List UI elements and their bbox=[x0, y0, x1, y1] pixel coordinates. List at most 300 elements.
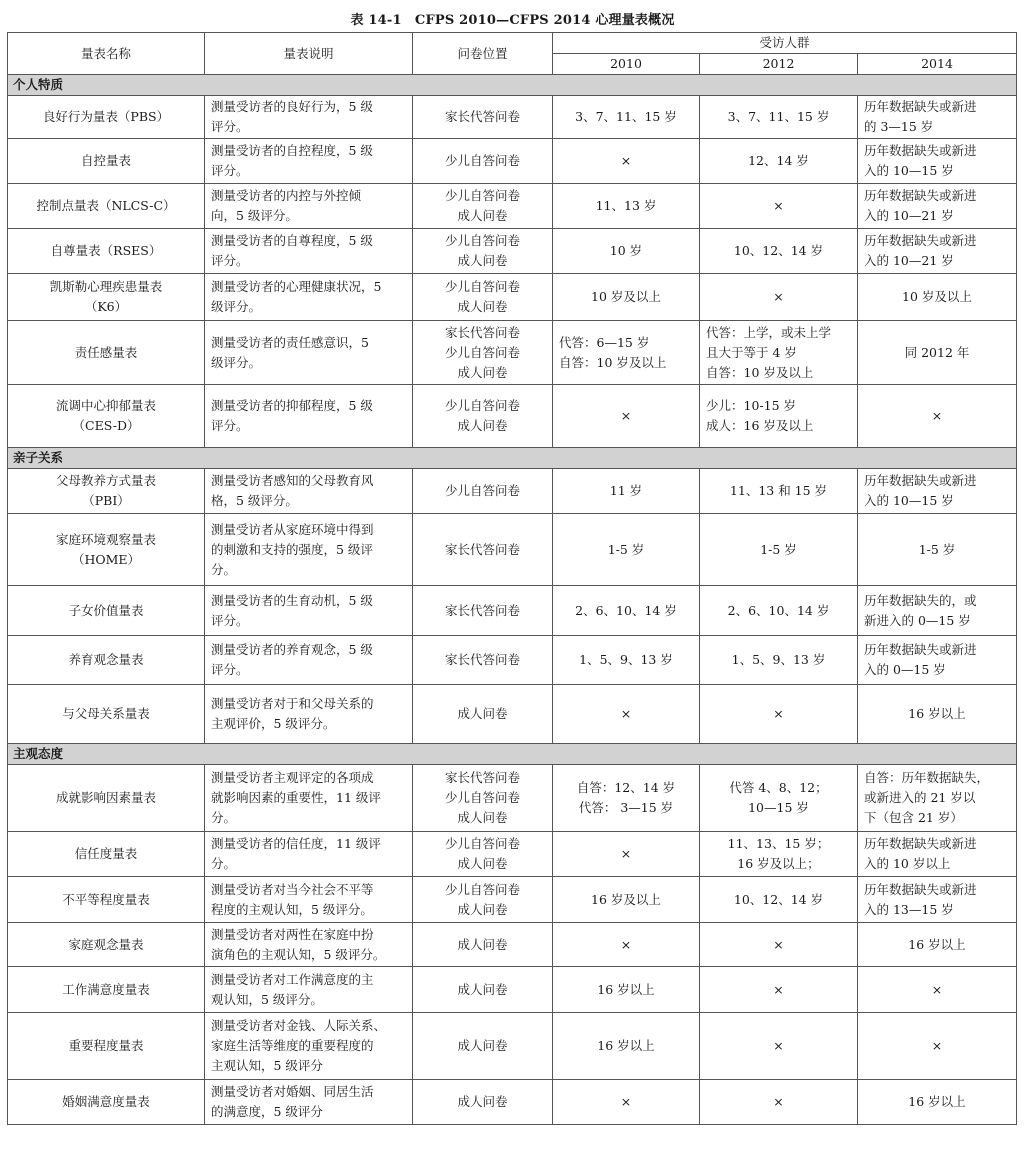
year-2010-cell-line: 代答：6—15 岁 bbox=[559, 334, 650, 350]
scale-description-cell-line: 分。 bbox=[211, 810, 237, 825]
questionnaire-position-cell-line: 成人问卷 bbox=[457, 208, 508, 223]
scale-name-cell-line: 婚姻满意度量表 bbox=[62, 1094, 150, 1109]
scale-description-cell bbox=[205, 514, 413, 586]
table-row bbox=[8, 832, 1017, 877]
table-row bbox=[8, 321, 1017, 385]
scale-name-cell-line: （PBI） bbox=[82, 493, 130, 508]
scale-name-cell bbox=[8, 765, 205, 832]
questionnaire-position-cell-line: 成人问卷 bbox=[457, 418, 508, 433]
year-2014-cell-line: 历年数据缺失或新进 bbox=[864, 642, 977, 657]
scale-description-cell-line: 评分。 bbox=[211, 662, 249, 677]
scale-description-cell-line: 评分。 bbox=[211, 119, 249, 134]
scale-description-cell bbox=[205, 832, 413, 877]
scale-description-cell-line: 主观认知，5 级评分 bbox=[211, 1058, 323, 1073]
year-2012-cell-line: × bbox=[773, 706, 784, 721]
table-row bbox=[8, 184, 1017, 229]
year-2012-cell bbox=[700, 765, 858, 832]
year-2014-cell bbox=[858, 877, 1017, 923]
year-2014-cell bbox=[858, 586, 1017, 636]
questionnaire-position-cell-line: 家长代答问卷 bbox=[444, 602, 520, 618]
year-2012-cell-line: × bbox=[773, 1094, 784, 1109]
questionnaire-position-cell-line: 家长代答问卷 bbox=[444, 652, 520, 667]
year-2010-cell bbox=[553, 139, 700, 184]
year-2012-cell-line: 代答：上学，或未上学 bbox=[706, 324, 832, 340]
year-2010-cell bbox=[553, 636, 700, 685]
year-2012-cell-line: 代答 4、8、12； bbox=[729, 780, 828, 795]
scale-description-cell-line: 分。 bbox=[211, 561, 237, 577]
questionnaire-position-cell-line: 成人问卷 bbox=[457, 981, 508, 997]
scale-description-cell-line: 评分。 bbox=[211, 163, 249, 178]
year-2010-cell-line: 11、13 岁 bbox=[595, 198, 657, 213]
year-2010-cell bbox=[553, 1080, 700, 1125]
scale-description-cell-line: 的刺激和支持的强度，5 级评 bbox=[211, 541, 373, 557]
questionnaire-position-cell bbox=[413, 469, 553, 514]
year-2014-cell-line: 或新进入的 21 岁以 bbox=[864, 790, 976, 805]
year-2012-cell-line: 10—15 岁 bbox=[748, 800, 809, 815]
year-2014-cell bbox=[858, 385, 1017, 448]
year-2010-cell-line: 自答：12、14 岁 bbox=[576, 780, 676, 795]
questionnaire-position-cell-line: 成人问卷 bbox=[457, 299, 508, 314]
year-2012-cell bbox=[700, 877, 858, 923]
questionnaire-position-cell bbox=[413, 685, 553, 744]
scale-description-cell-line: 测量受访者对当今社会不平等 bbox=[211, 881, 374, 897]
year-2012-cell-line: 3、7、11、15 岁 bbox=[727, 109, 830, 124]
scale-description-cell-line: 级评分。 bbox=[211, 354, 262, 370]
scale-name-cell bbox=[8, 184, 205, 229]
scale-name-cell bbox=[8, 877, 205, 923]
scale-description-cell-line: 分。 bbox=[211, 856, 237, 871]
questionnaire-position-cell-line: 成人问卷 bbox=[457, 1094, 508, 1109]
scale-name-cell-line: 养育观念量表 bbox=[68, 652, 144, 667]
scale-description-cell-line: 测量受访者从家庭环境中得到 bbox=[211, 521, 374, 537]
year-2012-cell-line: 2、6、10、14 岁 bbox=[727, 602, 830, 618]
year-2014-cell-line: 入的 10—21 岁 bbox=[864, 208, 954, 223]
year-2014-cell-line: 历年数据缺失或新进 bbox=[864, 233, 977, 248]
year-2010-cell-line: × bbox=[620, 846, 632, 861]
year-2012-cell bbox=[700, 967, 858, 1013]
scale-name-cell bbox=[8, 586, 205, 636]
scale-description-cell bbox=[205, 586, 413, 636]
scale-description-cell bbox=[205, 923, 413, 967]
questionnaire-position-cell-line: 少儿自答问卷 bbox=[444, 279, 520, 294]
scale-name-cell bbox=[8, 514, 205, 586]
year-2014-cell bbox=[858, 469, 1017, 514]
year-2014-cell-line: 自答：历年数据缺失， bbox=[864, 770, 990, 785]
questionnaire-position-cell bbox=[413, 1080, 553, 1125]
table-row bbox=[8, 274, 1017, 321]
table-row bbox=[8, 636, 1017, 685]
scale-name-cell-line: （CES-D） bbox=[72, 418, 140, 433]
questionnaire-position-cell-line: 少儿自答问卷 bbox=[444, 233, 520, 248]
year-2012-cell bbox=[700, 1013, 858, 1080]
questionnaire-position-cell bbox=[413, 321, 553, 385]
year-2012-cell-line: 16 岁及以上； bbox=[737, 856, 820, 871]
year-2014-cell-line: × bbox=[931, 408, 943, 423]
table-row bbox=[8, 1080, 1017, 1125]
year-2014-cell-line: 入的 13—15 岁 bbox=[864, 901, 954, 917]
questionnaire-position-cell bbox=[413, 96, 553, 139]
table-row bbox=[8, 96, 1017, 139]
year-2010-cell-line: 16 岁以上 bbox=[597, 1038, 655, 1053]
header-position: 问卷位置 bbox=[413, 33, 553, 75]
year-2012-cell bbox=[700, 636, 858, 685]
year-2014-cell-line: 10 岁及以上 bbox=[902, 289, 972, 304]
table-row bbox=[8, 469, 1017, 514]
questionnaire-position-cell-line: 少儿自答问卷 bbox=[444, 188, 520, 203]
header-year-2012: 2012 bbox=[700, 54, 858, 75]
year-2010-cell bbox=[553, 765, 700, 832]
year-2012-cell-line: 10、12、14 岁 bbox=[733, 243, 824, 258]
scale-description-cell-line: 测量受访者的心理健康状况，5 bbox=[211, 279, 382, 294]
scale-description-cell bbox=[205, 967, 413, 1013]
scale-description-cell-line: 测量受访者的自控程度，5 级 bbox=[211, 143, 373, 158]
questionnaire-position-cell-line: 少儿自答问卷 bbox=[444, 398, 520, 413]
scale-description-cell bbox=[205, 321, 413, 385]
table-row bbox=[8, 923, 1017, 967]
scale-name-cell bbox=[8, 321, 205, 385]
year-2012-cell bbox=[700, 923, 858, 967]
scale-name-cell bbox=[8, 636, 205, 685]
scale-description-cell bbox=[205, 636, 413, 685]
scale-description-cell-line: 测量受访者对两性在家庭中扮 bbox=[211, 926, 374, 942]
scale-description-cell-line: 评分。 bbox=[211, 418, 249, 433]
questionnaire-position-cell bbox=[413, 923, 553, 967]
scale-name-cell-line: 自控量表 bbox=[80, 153, 131, 168]
year-2012-cell-line: 自答：10 岁及以上 bbox=[706, 364, 814, 380]
year-2010-cell bbox=[553, 274, 700, 321]
year-2010-cell bbox=[553, 586, 700, 636]
scale-description-cell bbox=[205, 274, 413, 321]
scale-description-cell-line: 测量受访者对于和父母关系的 bbox=[211, 696, 374, 711]
year-2010-cell-line: 代答： 3—15 岁 bbox=[578, 800, 674, 815]
questionnaire-position-cell-line: 家长代答问卷 bbox=[444, 109, 520, 124]
year-2010-cell-line: 3、7、11、15 岁 bbox=[575, 109, 677, 124]
questionnaire-position-cell-line: 少儿自答问卷 bbox=[444, 344, 520, 360]
year-2012-cell-line: × bbox=[773, 198, 784, 213]
year-2014-cell-line: × bbox=[931, 1038, 943, 1053]
year-2010-cell-line: × bbox=[620, 1094, 632, 1109]
questionnaire-position-cell-line: 成人问卷 bbox=[457, 856, 508, 871]
year-2014-cell bbox=[858, 274, 1017, 321]
scale-description-cell-line: 测量受访者感知的父母教育风 bbox=[211, 473, 374, 488]
year-2014-cell-line: 历年数据缺失或新进 bbox=[864, 473, 977, 488]
section-label: 个人特质 bbox=[8, 75, 1017, 96]
scale-description-cell bbox=[205, 96, 413, 139]
header-name: 量表名称 bbox=[8, 33, 205, 75]
year-2014-cell-line: 历年数据缺失或新进 bbox=[864, 188, 977, 203]
year-2014-cell bbox=[858, 923, 1017, 967]
year-2012-cell-line: 11、13、15 岁； bbox=[727, 836, 830, 851]
questionnaire-position-cell-line: 少儿自答问卷 bbox=[444, 881, 520, 897]
questionnaire-position-cell bbox=[413, 877, 553, 923]
year-2014-cell bbox=[858, 229, 1017, 274]
scale-name-cell-line: 自尊量表（RSES） bbox=[50, 243, 162, 258]
questionnaire-position-cell-line: 少儿自答问卷 bbox=[444, 836, 520, 851]
scale-description-cell-line: 测量受访者的信任度，11 级评 bbox=[211, 836, 381, 851]
questionnaire-position-cell-line: 成人问卷 bbox=[457, 706, 508, 721]
year-2014-cell-line: 入的 10—15 岁 bbox=[864, 163, 954, 178]
scale-description-cell-line: 主观评价，5 级评分。 bbox=[211, 716, 336, 731]
year-2012-cell bbox=[700, 274, 858, 321]
year-2012-cell-line: 1、5、9、13 岁 bbox=[731, 652, 826, 667]
scale-description-cell bbox=[205, 877, 413, 923]
scale-description-cell-line: 级评分。 bbox=[211, 299, 262, 314]
questionnaire-position-cell-line: 家长代答问卷 bbox=[444, 324, 520, 340]
year-2012-cell bbox=[700, 514, 858, 586]
year-2010-cell-line: 1-5 岁 bbox=[607, 541, 645, 557]
scale-description-cell-line: 测量受访者的良好行为，5 级 bbox=[211, 99, 373, 114]
scale-name-cell-line: 控制点量表（NLCS-C） bbox=[36, 198, 176, 213]
year-2012-cell-line: 1-5 岁 bbox=[760, 541, 797, 557]
year-2010-cell bbox=[553, 514, 700, 586]
table-header bbox=[8, 33, 1017, 75]
table-title: 表 14-1 CFPS 2010—CFPS 2014 心理量表概况 bbox=[350, 13, 675, 28]
year-2010-cell bbox=[553, 469, 700, 514]
scale-name-cell bbox=[8, 274, 205, 321]
scale-description-cell-line: 的满意度，5 级评分 bbox=[211, 1104, 323, 1119]
questionnaire-position-cell bbox=[413, 967, 553, 1013]
year-2014-cell-line: 16 岁以上 bbox=[908, 706, 966, 721]
scale-description-cell-line: 评分。 bbox=[211, 253, 249, 268]
scale-name-cell bbox=[8, 832, 205, 877]
year-2014-cell bbox=[858, 832, 1017, 877]
year-2010-cell bbox=[553, 832, 700, 877]
scale-description-cell-line: 测量受访者对金钱、人际关系、 bbox=[211, 1018, 387, 1033]
year-2014-cell bbox=[858, 967, 1017, 1013]
scale-name-cell bbox=[8, 96, 205, 139]
questionnaire-position-cell bbox=[413, 229, 553, 274]
table-body bbox=[8, 75, 1017, 1125]
scale-name-cell bbox=[8, 385, 205, 448]
questionnaire-position-cell-line: 少儿自答问卷 bbox=[444, 153, 520, 168]
year-2012-cell bbox=[700, 96, 858, 139]
scale-description-cell-line: 演角色的主观认知，5 级评分。 bbox=[211, 946, 386, 962]
scale-description-cell-line: 测量受访者的生育动机，5 级 bbox=[211, 592, 373, 608]
section-label: 主观态度 bbox=[8, 744, 1017, 765]
scale-name-cell-line: 成就影响因素量表 bbox=[55, 790, 156, 805]
year-2010-cell-line: 1、5、9、13 岁 bbox=[579, 652, 673, 667]
scale-name-cell-line: 家庭观念量表 bbox=[68, 936, 144, 952]
year-2012-cell-line: × bbox=[773, 981, 784, 997]
year-2010-cell-line: 11 岁 bbox=[609, 483, 643, 498]
scale-description-cell bbox=[205, 139, 413, 184]
questionnaire-position-cell bbox=[413, 765, 553, 832]
questionnaire-position-cell bbox=[413, 514, 553, 586]
year-2014-cell-line: 历年数据缺失或新进 bbox=[864, 881, 977, 897]
section-header-row bbox=[8, 744, 1017, 765]
questionnaire-position-cell bbox=[413, 832, 553, 877]
year-2014-cell bbox=[858, 96, 1017, 139]
scale-description-cell-line: 测量受访者的内控与外控倾 bbox=[211, 188, 362, 203]
scale-description-cell bbox=[205, 469, 413, 514]
scale-description-cell-line: 评分。 bbox=[211, 612, 249, 628]
year-2014-cell-line: 历年数据缺失或新进 bbox=[864, 143, 977, 158]
scale-name-cell-line: 与父母关系量表 bbox=[62, 706, 150, 721]
year-2012-cell-line: 12、14 岁 bbox=[748, 153, 809, 168]
year-2014-cell-line: 新进入的 0—15 岁 bbox=[864, 612, 971, 628]
scale-name-cell-line: 良好行为量表（PBS） bbox=[42, 109, 170, 124]
year-2012-cell bbox=[700, 832, 858, 877]
scale-description-cell bbox=[205, 685, 413, 744]
year-2012-cell bbox=[700, 469, 858, 514]
scale-description-cell bbox=[205, 1013, 413, 1080]
table-row bbox=[8, 514, 1017, 586]
scale-name-cell-line: 不平等程度量表 bbox=[62, 891, 150, 907]
table-row bbox=[8, 229, 1017, 274]
scale-description-cell-line: 测量受访者主观评定的各项成 bbox=[211, 770, 374, 785]
year-2012-cell-line: 成人：16 岁及以上 bbox=[706, 418, 814, 433]
year-2010-cell bbox=[553, 321, 700, 385]
year-2014-cell-line: 1-5 岁 bbox=[918, 541, 956, 557]
year-2010-cell bbox=[553, 385, 700, 448]
year-2010-cell bbox=[553, 184, 700, 229]
scale-description-cell-line: 测量受访者的自尊程度，5 级 bbox=[211, 233, 373, 248]
year-2012-cell-line: 少儿：10-15 岁 bbox=[706, 398, 797, 413]
year-2014-cell bbox=[858, 1013, 1017, 1080]
header-description: 量表说明 bbox=[205, 33, 413, 75]
scale-description-cell bbox=[205, 765, 413, 832]
scale-description-cell-line: 测量受访者的养育观念，5 级 bbox=[211, 642, 373, 657]
year-2014-cell bbox=[858, 636, 1017, 685]
year-2014-cell-line: 历年数据缺失或新进 bbox=[864, 99, 977, 114]
year-2012-cell-line: 10、12、14 岁 bbox=[733, 891, 824, 907]
year-2014-cell bbox=[858, 1080, 1017, 1125]
year-2010-cell-line: × bbox=[620, 936, 632, 952]
scale-description-cell-line: 向，5 级评分。 bbox=[211, 208, 298, 223]
scale-name-cell bbox=[8, 229, 205, 274]
scale-name-cell-line: 重要程度量表 bbox=[68, 1038, 144, 1053]
questionnaire-position-cell-line: 少儿自答问卷 bbox=[444, 790, 520, 805]
year-2014-cell bbox=[858, 765, 1017, 832]
questionnaire-position-cell bbox=[413, 1013, 553, 1080]
table-row bbox=[8, 967, 1017, 1013]
questionnaire-position-cell bbox=[413, 184, 553, 229]
scale-description-cell-line: 程度的主观认知，5 级评分。 bbox=[211, 901, 373, 917]
scale-overview-table bbox=[7, 32, 1017, 1125]
questionnaire-position-cell-line: 成人问卷 bbox=[457, 253, 508, 268]
questionnaire-position-cell bbox=[413, 385, 553, 448]
table-row bbox=[8, 1013, 1017, 1080]
year-2014-cell-line: 入的 10—15 岁 bbox=[864, 493, 954, 508]
year-2014-cell bbox=[858, 184, 1017, 229]
scale-description-cell bbox=[205, 1080, 413, 1125]
year-2010-cell bbox=[553, 1013, 700, 1080]
year-2014-cell-line: 历年数据缺失或新进 bbox=[864, 836, 977, 851]
questionnaire-position-cell-line: 家长代答问卷 bbox=[444, 541, 520, 557]
year-2014-cell-line: 入的 10 岁以上 bbox=[864, 856, 951, 871]
scale-name-cell bbox=[8, 1013, 205, 1080]
section-header-row bbox=[8, 75, 1017, 96]
scale-description-cell-line: 就影响因素的重要性，11 级评 bbox=[211, 790, 381, 805]
scale-name-cell bbox=[8, 967, 205, 1013]
year-2014-cell bbox=[858, 685, 1017, 744]
questionnaire-position-cell bbox=[413, 139, 553, 184]
scale-name-cell-line: 工作满意度量表 bbox=[62, 981, 150, 997]
scale-name-cell bbox=[8, 469, 205, 514]
year-2010-cell-line: 2、6、10、14 岁 bbox=[575, 602, 677, 618]
scale-description-cell-line: 观认知，5 级评分。 bbox=[211, 991, 323, 1007]
questionnaire-position-cell bbox=[413, 274, 553, 321]
year-2012-cell-line: × bbox=[773, 1038, 784, 1053]
year-2010-cell-line: 16 岁以上 bbox=[597, 981, 655, 997]
year-2014-cell-line: 16 岁以上 bbox=[908, 936, 966, 952]
scale-name-cell-line: 责任感量表 bbox=[74, 344, 138, 360]
year-2014-cell-line: 入的 0—15 岁 bbox=[864, 662, 946, 677]
scale-name-cell-line: 流调中心抑郁量表 bbox=[55, 398, 156, 413]
table-row bbox=[8, 139, 1017, 184]
questionnaire-position-cell bbox=[413, 636, 553, 685]
year-2014-cell-line: 入的 10—21 岁 bbox=[864, 253, 954, 268]
year-2012-cell-line: × bbox=[773, 936, 784, 952]
year-2010-cell-line: 10 岁及以上 bbox=[591, 289, 661, 304]
table-row bbox=[8, 685, 1017, 744]
year-2012-cell-line: 11、13 和 15 岁 bbox=[729, 483, 828, 498]
scale-name-cell-line: 信任度量表 bbox=[74, 846, 138, 861]
year-2014-cell bbox=[858, 321, 1017, 385]
scale-name-cell bbox=[8, 685, 205, 744]
year-2010-cell-line: 自答：10 岁及以上 bbox=[559, 354, 667, 370]
scale-name-cell-line: 父母教养方式量表 bbox=[55, 473, 156, 488]
scale-name-cell bbox=[8, 139, 205, 184]
year-2012-cell bbox=[700, 685, 858, 744]
year-2014-cell-line: 16 岁以上 bbox=[908, 1094, 966, 1109]
year-2010-cell bbox=[553, 96, 700, 139]
scale-name-cell-line: （HOME） bbox=[71, 551, 141, 567]
year-2012-cell bbox=[700, 229, 858, 274]
year-2012-cell bbox=[700, 385, 858, 448]
scale-name-cell-line: （K6） bbox=[84, 299, 128, 314]
year-2014-cell-line: × bbox=[931, 981, 943, 997]
scale-description-cell-line: 测量受访者的抑郁程度，5 级 bbox=[211, 398, 373, 413]
year-2014-cell-line: 同 2012 年 bbox=[904, 344, 970, 360]
year-2012-cell bbox=[700, 586, 858, 636]
year-2014-cell-line: 下（包含 21 岁） bbox=[864, 810, 963, 825]
scale-description-cell-line: 测量受访者对工作满意度的主 bbox=[211, 971, 374, 987]
scale-description-cell bbox=[205, 229, 413, 274]
year-2010-cell-line: × bbox=[620, 153, 632, 168]
header-year-2014: 2014 bbox=[858, 54, 1017, 75]
questionnaire-position-cell bbox=[413, 586, 553, 636]
questionnaire-position-cell-line: 成人问卷 bbox=[457, 810, 508, 825]
header-population: 受访人群 bbox=[553, 33, 1017, 54]
year-2010-cell-line: × bbox=[620, 408, 632, 423]
year-2014-cell-line: 历年数据缺失的，或 bbox=[864, 592, 977, 608]
questionnaire-position-cell-line: 成人问卷 bbox=[457, 1038, 508, 1053]
questionnaire-position-cell-line: 少儿自答问卷 bbox=[444, 483, 520, 498]
scale-name-cell bbox=[8, 923, 205, 967]
questionnaire-position-cell-line: 家长代答问卷 bbox=[444, 770, 520, 785]
year-2010-cell bbox=[553, 685, 700, 744]
table-row bbox=[8, 765, 1017, 832]
scale-name-cell-line: 子女价值量表 bbox=[68, 602, 144, 618]
year-2012-cell-line: × bbox=[773, 289, 784, 304]
scale-description-cell-line: 测量受访者对婚姻、同居生活 bbox=[211, 1084, 374, 1099]
section-header-row bbox=[8, 448, 1017, 469]
scale-description-cell-line: 测量受访者的责任感意识，5 bbox=[211, 334, 369, 350]
year-2012-cell bbox=[700, 321, 858, 385]
questionnaire-position-cell-line: 成人问卷 bbox=[457, 901, 508, 917]
year-2010-cell bbox=[553, 877, 700, 923]
section-label: 亲子关系 bbox=[8, 448, 1017, 469]
scale-description-cell bbox=[205, 385, 413, 448]
questionnaire-position-cell-line: 成人问卷 bbox=[457, 364, 508, 380]
year-2014-cell bbox=[858, 514, 1017, 586]
scale-description-cell bbox=[205, 184, 413, 229]
table-row bbox=[8, 586, 1017, 636]
header-year-2010: 2010 bbox=[553, 54, 700, 75]
scale-name-cell-line: 凯斯勒心理疾患量表 bbox=[49, 279, 163, 294]
scale-description-cell-line: 家庭生活等维度的重要程度的 bbox=[211, 1038, 374, 1053]
